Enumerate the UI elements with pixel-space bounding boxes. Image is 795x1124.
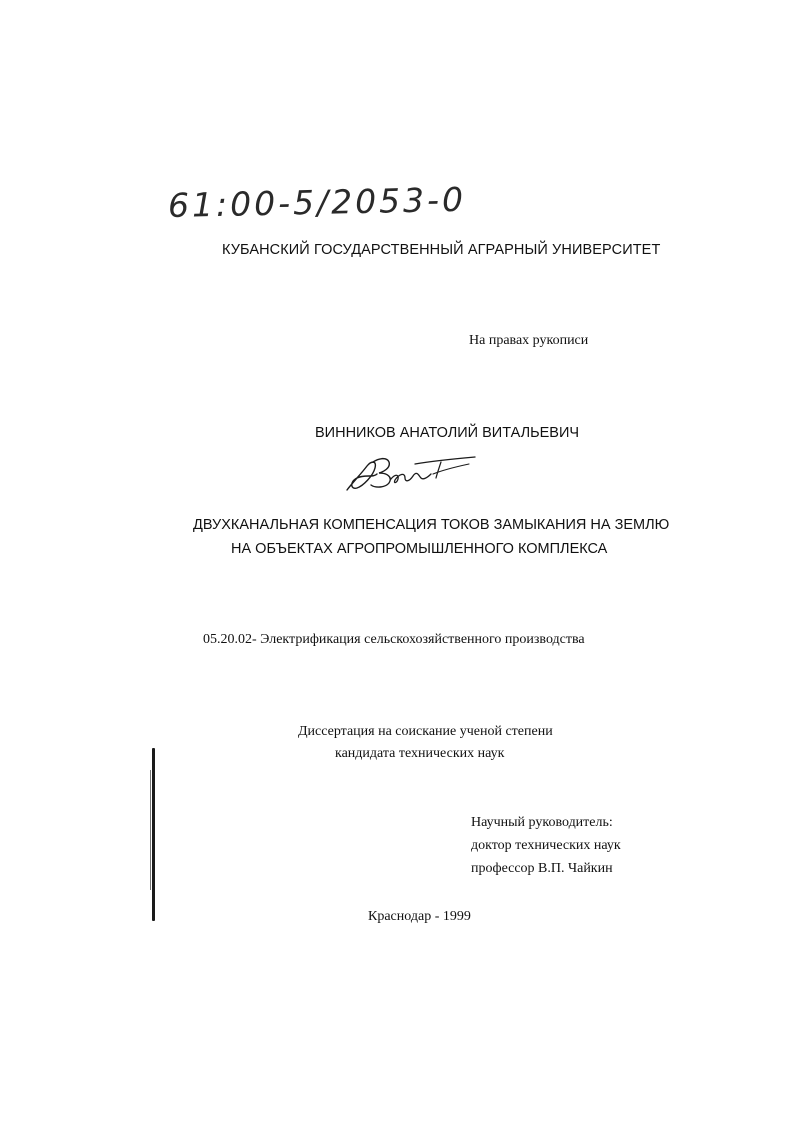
degree-statement-line-2: кандидата технических наук [335, 746, 505, 761]
dissertation-title-line-1: ДВУХКАНАЛЬНАЯ КОМПЕНСАЦИЯ ТОКОВ ЗАМЫКАНИЯ НА ЗЕМЛЮ [193, 517, 670, 533]
city-and-year: Краснодар - 1999 [368, 909, 471, 924]
specialty-code: 05.20.02- Электрификация сельскохозяйственного производства [203, 632, 585, 647]
author-name: ВИННИКОВ АНАТОЛИЙ ВИТАЛЬЕВИЧ [315, 425, 580, 441]
scan-binding-shadow [150, 770, 151, 890]
supervisor-degree: доктор технических наук [471, 838, 621, 853]
supervisor-name: профессор В.П. Чайкин [471, 861, 613, 876]
scan-binding-edge [152, 748, 155, 921]
dissertation-title-line-2: НА ОБЪЕКТАХ АГРОПРОМЫШЛЕННОГО КОМПЛЕКСА [231, 541, 608, 557]
university-name: КУБАНСКИЙ ГОСУДАРСТВЕННЫЙ АГРАРНЫЙ УНИВЕРСИТЕТ [222, 242, 661, 258]
rights-notice: На правах рукописи [469, 333, 589, 348]
supervisor-label: Научный руководитель: [471, 815, 613, 830]
author-signature [343, 452, 483, 497]
handwritten-library-code: 61:00-5/2053-0 [167, 179, 467, 225]
degree-statement-line-1: Диссертация на соискание ученой степени [298, 724, 553, 739]
